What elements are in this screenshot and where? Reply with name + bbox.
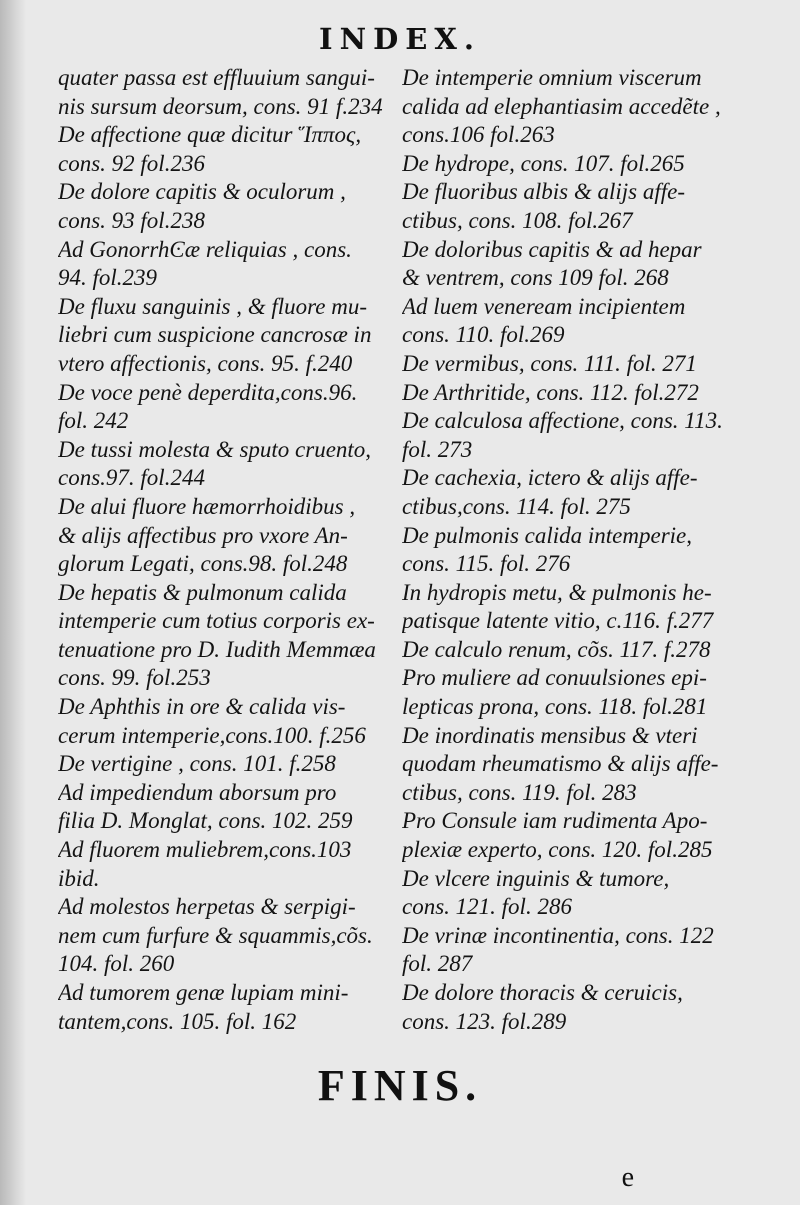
index-entry-line: quodam rheumatismo & alijs affe- bbox=[402, 751, 719, 777]
index-entry-line: fol. 273 bbox=[402, 436, 473, 462]
index-entry-line: De dolore thoracis & ceruicis, bbox=[402, 980, 683, 1005]
index-entry-line: fol. 287 bbox=[402, 951, 473, 977]
page-edge-shadow bbox=[0, 0, 26, 1205]
index-entry bbox=[58, 178, 418, 235]
index-entry-line: Pro Consule iam rudimenta Apo- bbox=[402, 808, 708, 834]
index-entry bbox=[402, 664, 738, 721]
index-entry-line: De doloribus capitis & ad hepar bbox=[402, 236, 702, 262]
index-entry-line: Pro muliere ad conuulsiones epi- bbox=[402, 665, 707, 691]
index-entry bbox=[58, 779, 418, 836]
index-entry-line: glorum Legati, cons.98. fol.248 bbox=[58, 551, 348, 577]
index-entry-line: Ad molestos herpetas & serpigi- bbox=[58, 894, 356, 920]
index-entry-line: vtero affectionis, cons. 95. f.240 bbox=[58, 350, 353, 376]
index-entry-line: nem cum furfure & squammis,cõs. bbox=[58, 922, 373, 948]
index-entry-line: De pulmonis calida intemperie, bbox=[402, 522, 693, 548]
index-entry-line: ctibus,cons. 114. fol. 275 bbox=[402, 493, 631, 519]
index-entry-line: De vertigine , cons. 101. f.258 bbox=[58, 751, 336, 777]
index-entry-line: & ventrem, cons 109 fol. 268 bbox=[402, 265, 669, 291]
index-entry bbox=[58, 693, 418, 750]
index-entry-line: De affectione quæ dicitur Ἵππος, bbox=[58, 122, 362, 148]
index-entry-line: cons. 115. fol. 276 bbox=[402, 551, 571, 577]
index-entry bbox=[402, 922, 738, 979]
index-entry-line: De vlcere inguinis & tumore, bbox=[402, 865, 670, 891]
index-entry-line: cons.97. fol.244 bbox=[58, 465, 205, 491]
index-entry-line: Ad fluorem muliebrem,cons.103 bbox=[58, 837, 352, 863]
index-entry-line: cerum intemperie,cons.100. f.256 bbox=[58, 722, 366, 748]
index-entry-line: cons. 110. fol.269 bbox=[402, 322, 565, 348]
index-entry-line: quater passa est effluuium sangui- bbox=[58, 65, 375, 90]
index-entry-line: cons. 123. fol.289 bbox=[402, 1008, 567, 1034]
index-entry bbox=[58, 750, 418, 779]
index-entry-line: intemperie cum totius corporis ex- bbox=[58, 608, 375, 634]
signature-mark: e bbox=[621, 1162, 634, 1193]
index-column-right bbox=[402, 64, 738, 1036]
index-entry-line: cons.106 fol.263 bbox=[402, 122, 555, 148]
index-entry-line: De hydrope, cons. 107. fol.265 bbox=[402, 150, 685, 176]
index-entry-line: tantem,cons. 105. fol. 162 bbox=[58, 1008, 297, 1034]
index-entry bbox=[58, 379, 418, 436]
index-entry bbox=[58, 64, 418, 121]
index-entry-line: De Arthritide, cons. 112. fol.272 bbox=[402, 379, 699, 405]
finis-heading: FINIS. bbox=[317, 1061, 483, 1110]
index-entry-line: nis sursum deorsum, cons. 91 f.234 bbox=[58, 93, 383, 119]
index-entry-line: Ad luem veneream incipientem bbox=[402, 293, 686, 319]
index-entry bbox=[402, 64, 738, 150]
index-column-left bbox=[58, 64, 418, 1036]
index-entry-line: fol. 242 bbox=[58, 408, 129, 434]
index-entry bbox=[58, 979, 418, 1036]
index-entry bbox=[402, 865, 738, 922]
index-entry-line: Ad impediendum aborsum pro bbox=[58, 779, 337, 805]
index-entry bbox=[402, 579, 738, 636]
index-entry bbox=[58, 436, 418, 493]
index-entry bbox=[402, 236, 738, 293]
index-entry-line: De vrinæ incontinentia, cons. 122 bbox=[402, 922, 714, 948]
index-entry-line: 104. fol. 260 bbox=[58, 951, 175, 977]
index-entry bbox=[402, 464, 738, 521]
index-entry bbox=[402, 407, 738, 464]
index-entry-line: De fluxu sanguinis , & fluore mu- bbox=[58, 293, 367, 319]
index-entry-line: lepticas prona, cons. 118. fol.281 bbox=[402, 694, 708, 720]
index-entry bbox=[58, 893, 418, 979]
index-entry bbox=[58, 121, 418, 178]
index-entry-line: ibid. bbox=[58, 865, 100, 891]
index-entry bbox=[402, 722, 738, 808]
index-entry-line: cons. 92 fol.236 bbox=[58, 150, 205, 176]
index-entry-line: 94. fol.239 bbox=[58, 265, 158, 291]
index-entry-line: Ad GonorrhϾæ reliquias , cons. bbox=[58, 236, 352, 262]
index-entry-line: De dolore capitis & oculorum , bbox=[58, 179, 346, 205]
index-entry-line: calida ad elephantiasim accedẽte , bbox=[402, 93, 721, 119]
index-entry-line: De Aphthis in ore & calida vis- bbox=[58, 694, 346, 720]
index-entry-line: In hydropis metu, & pulmonis he- bbox=[402, 579, 712, 605]
index-entry bbox=[58, 293, 418, 379]
index-entry bbox=[402, 350, 738, 379]
index-entry-line: filia D. Monglat, cons. 102. 259 bbox=[58, 808, 353, 834]
index-entry-line: cons. 99. fol.253 bbox=[58, 665, 211, 691]
index-entry bbox=[58, 836, 418, 893]
index-entry bbox=[402, 293, 738, 350]
index-entry-line: & alijs affectibus pro vxore An- bbox=[58, 522, 348, 548]
index-entry bbox=[402, 150, 738, 179]
index-entry bbox=[58, 493, 418, 579]
index-entry bbox=[58, 579, 418, 693]
index-entry-line: cons. 93 fol.238 bbox=[58, 207, 205, 233]
index-entry-line: De fluoribus albis & alijs affe- bbox=[402, 179, 686, 205]
index-entry-line: ctibus, cons. 108. fol.267 bbox=[402, 207, 633, 233]
index-entry-line: De inordinatis mensibus & vteri bbox=[402, 722, 698, 748]
index-entry bbox=[402, 979, 738, 1036]
index-entry-line: ctibus, cons. 119. fol. 283 bbox=[402, 779, 637, 805]
index-entry bbox=[58, 236, 418, 293]
index-entry bbox=[402, 379, 738, 408]
page-title: INDEX. bbox=[319, 22, 481, 56]
index-entry-line: De tussi molesta & sputo cruento, bbox=[58, 436, 372, 462]
index-entry-line: plexiæ experto, cons. 120. fol.285 bbox=[402, 837, 713, 863]
index-entry bbox=[402, 178, 738, 235]
index-entry-line: De alui fluore hæmorrhoidibus , bbox=[58, 493, 356, 519]
index-entry-line: De calculosa affectione, cons. 113. bbox=[402, 408, 723, 434]
index-entry-line: De voce penè deperdita,cons.96. bbox=[58, 379, 358, 405]
index-entry-line: De cachexia, ictero & alijs affe- bbox=[402, 465, 698, 491]
index-entry-line: tenuatione pro D. Iudith Memmæa bbox=[58, 636, 376, 662]
index-entry-line: De calculo renum, cõs. 117. f.278 bbox=[402, 636, 711, 662]
index-entry bbox=[402, 522, 738, 579]
index-entry-line: Ad tumorem genæ lupiam mini- bbox=[58, 980, 349, 1005]
index-entry bbox=[402, 807, 738, 864]
index-entry-line: liebri cum suspicione cancrosæ in bbox=[58, 322, 372, 348]
index-entry-line: De intemperie omnium viscerum bbox=[402, 65, 702, 90]
index-entry-line: cons. 121. fol. 286 bbox=[402, 894, 572, 920]
index-entry-line: De vermibus, cons. 111. fol. 271 bbox=[402, 350, 697, 376]
index-entry-line: patisque latente vitio, c.116. f.277 bbox=[402, 608, 714, 634]
index-entry-line: De hepatis & pulmonum calida bbox=[58, 579, 347, 605]
index-entry bbox=[402, 636, 738, 665]
